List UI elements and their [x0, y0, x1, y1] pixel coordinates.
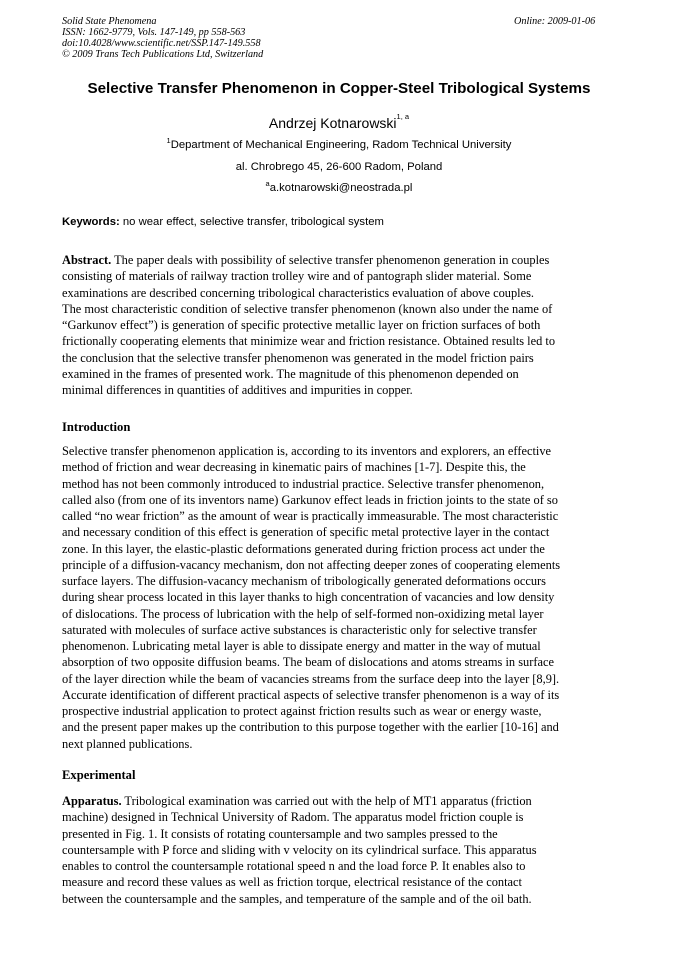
department-text: Department of Mechanical Engineering, Radom Technical University [170, 139, 512, 151]
journal-name: Solid State Phenomena [62, 16, 157, 27]
experimental-paragraph [62, 793, 614, 907]
intro-line: Selective transfer phenomenon application is, according to its inventors and explorers, an effective [62, 444, 552, 458]
intro-line: during shear process located in this layer thanks to high concentration of vacancies and low density [62, 590, 555, 605]
intro-line: and necessary condition of this effect is generation of specific metal protective layer in the contact [62, 525, 550, 540]
intro-line: prospective industrial application to protect against friction results such as wear or energy waste, [62, 704, 542, 718]
abstract-line: examined in the frames of presented work. The magnitude of this phenomenon depended on [62, 366, 519, 381]
exp-line-0-text: Tribological examination was carried out with the help of MT1 apparatus (friction [121, 794, 532, 808]
abstract-line: “Garkunov effect”) is generation of specific protective metallic layer on friction surfaces of both [62, 318, 541, 332]
keywords-label: Keywords: [62, 216, 120, 228]
abstract-paragraph [62, 252, 614, 398]
intro-line: and the present paper makes up the contribution to this purpose together with the earlier [10-16] and [62, 720, 559, 735]
intro-line: of the layer direction while the beam of vacancies streams from the surface deep into the layer [8,9]. [62, 671, 560, 686]
journal-header [62, 16, 263, 60]
abstract-line: examinations are described concerning tribological characteristics evaluation of above couples. [62, 285, 535, 300]
intro-line: method has not been commonly introduced to industrial practice. Selective transfer phenomenon, [62, 476, 545, 491]
exp-line: enables to control the countersample rotational speed n and the load force P. It enables also to [62, 859, 526, 873]
intro-line: surface layers. The diffusion-vacancy mechanism of tribologically generated deformations occurs [62, 574, 546, 588]
online-date: Online: 2009-01-06 [514, 16, 596, 27]
intro-line: phenomenon. Lubricating metal layer is able to dissipate energy and matter in the way of mutual [62, 639, 541, 653]
abstract-line: the conclusion that the selective transfer phenomenon was generated in the model friction pairs [62, 350, 534, 365]
intro-line: called “no wear friction” as the amount of wear is practically immeasurable. The most characteristic [62, 509, 559, 523]
keywords-line [62, 216, 384, 228]
exp-line: machine) designed in Technical University of Radom. The apparatus model friction couple is [62, 810, 524, 825]
exp-line-0 [62, 793, 614, 809]
affil-sup-a: a [265, 179, 270, 188]
abstract-label: Abstract. [62, 253, 112, 267]
copyright-line: © 2009 Trans Tech Publications Ltd, Switzerland [62, 49, 264, 60]
abstract-line: consisting of materials of railway traction trolley wire and of pantograph slider material. Some [62, 269, 532, 284]
intro-line: called also (from one of its inventors name) Garkunov effect leads in friction joints to the state of so [62, 492, 558, 507]
email-link[interactable]: a.kotnarowski@neostrada.pl [269, 182, 413, 194]
exp-line: presented in Fig. 1. It consists of rotating countersample and two samples pressed to the [62, 826, 498, 841]
intro-line: next planned publications. [62, 736, 193, 751]
affiliation-department [0, 136, 678, 151]
affiliation-address: al. Chrobrego 45, 26-600 Radom, Poland [235, 161, 443, 173]
author-line [0, 112, 678, 131]
keywords-text: no wear effect, selective transfer, tribological system [119, 216, 384, 228]
issn-line: ISSN: 1662-9779, Vols. 147-149, pp 558-563 [62, 27, 246, 38]
affil-sup-1: 1 [166, 136, 171, 145]
introduction-paragraph [62, 443, 614, 752]
experimental-heading: Experimental [62, 768, 136, 782]
intro-line: saturated with molecules of surface active substances is characteristic only for selective transfer [62, 622, 537, 637]
intro-line: of dislocations. The process of lubrication with the help of self-formed non-oxidizing metal layer [62, 606, 544, 621]
author-sup: 1, a [396, 112, 410, 121]
intro-line: principle of a diffusion-vacancy mechanism, don not affecting deeper zones of cooperating elements [62, 557, 561, 572]
exp-line: measure and record these values as well as friction torque, electrical resistance of the contact [62, 875, 522, 890]
intro-line: absorption of two opposite diffusion beams. The beam of dislocations and atoms streams in surface [62, 655, 554, 670]
abstract-line: The most characteristic condition of selective transfer phenomenon (known also under the name of [62, 301, 553, 316]
apparatus-label: Apparatus. [62, 794, 122, 808]
affiliation-email [0, 179, 678, 194]
abstract-line: minimal differences in quantities of additives and impurities in copper. [62, 383, 413, 397]
author-name: Andrzej Kotnarowski [268, 115, 397, 131]
abstract-line-0-text: The paper deals with possibility of selective transfer phenomenon generation in couples [111, 253, 550, 267]
intro-line: Accurate identification of different practical aspects of selective transfer phenomenon is a way of its [62, 687, 560, 702]
introduction-heading: Introduction [62, 420, 131, 434]
intro-line: zone. In this layer, the elastic-plastic deformations generated during friction process act under the [62, 541, 545, 556]
intro-line: method of friction and wear decreasing in kinematic pairs of machines [1-7]. Despite this, the [62, 460, 526, 475]
exp-line: between the countersample and the samples, and temperature of the sample and of the oil bath. [62, 891, 532, 906]
abstract-line-0 [62, 252, 614, 268]
exp-line: countersample with P force and sliding with v velocity on its cylindrical surface. This apparatus [62, 842, 537, 857]
abstract-line: frictionally cooperating elements that minimize wear and friction resistance. Obtained results led to [62, 334, 556, 349]
paper-title: Selective Transfer Phenomenon in Copper-Steel Tribological Systems [87, 80, 591, 97]
doi-line: doi:10.4028/www.scientific.net/SSP.147-149.558 [62, 38, 261, 49]
